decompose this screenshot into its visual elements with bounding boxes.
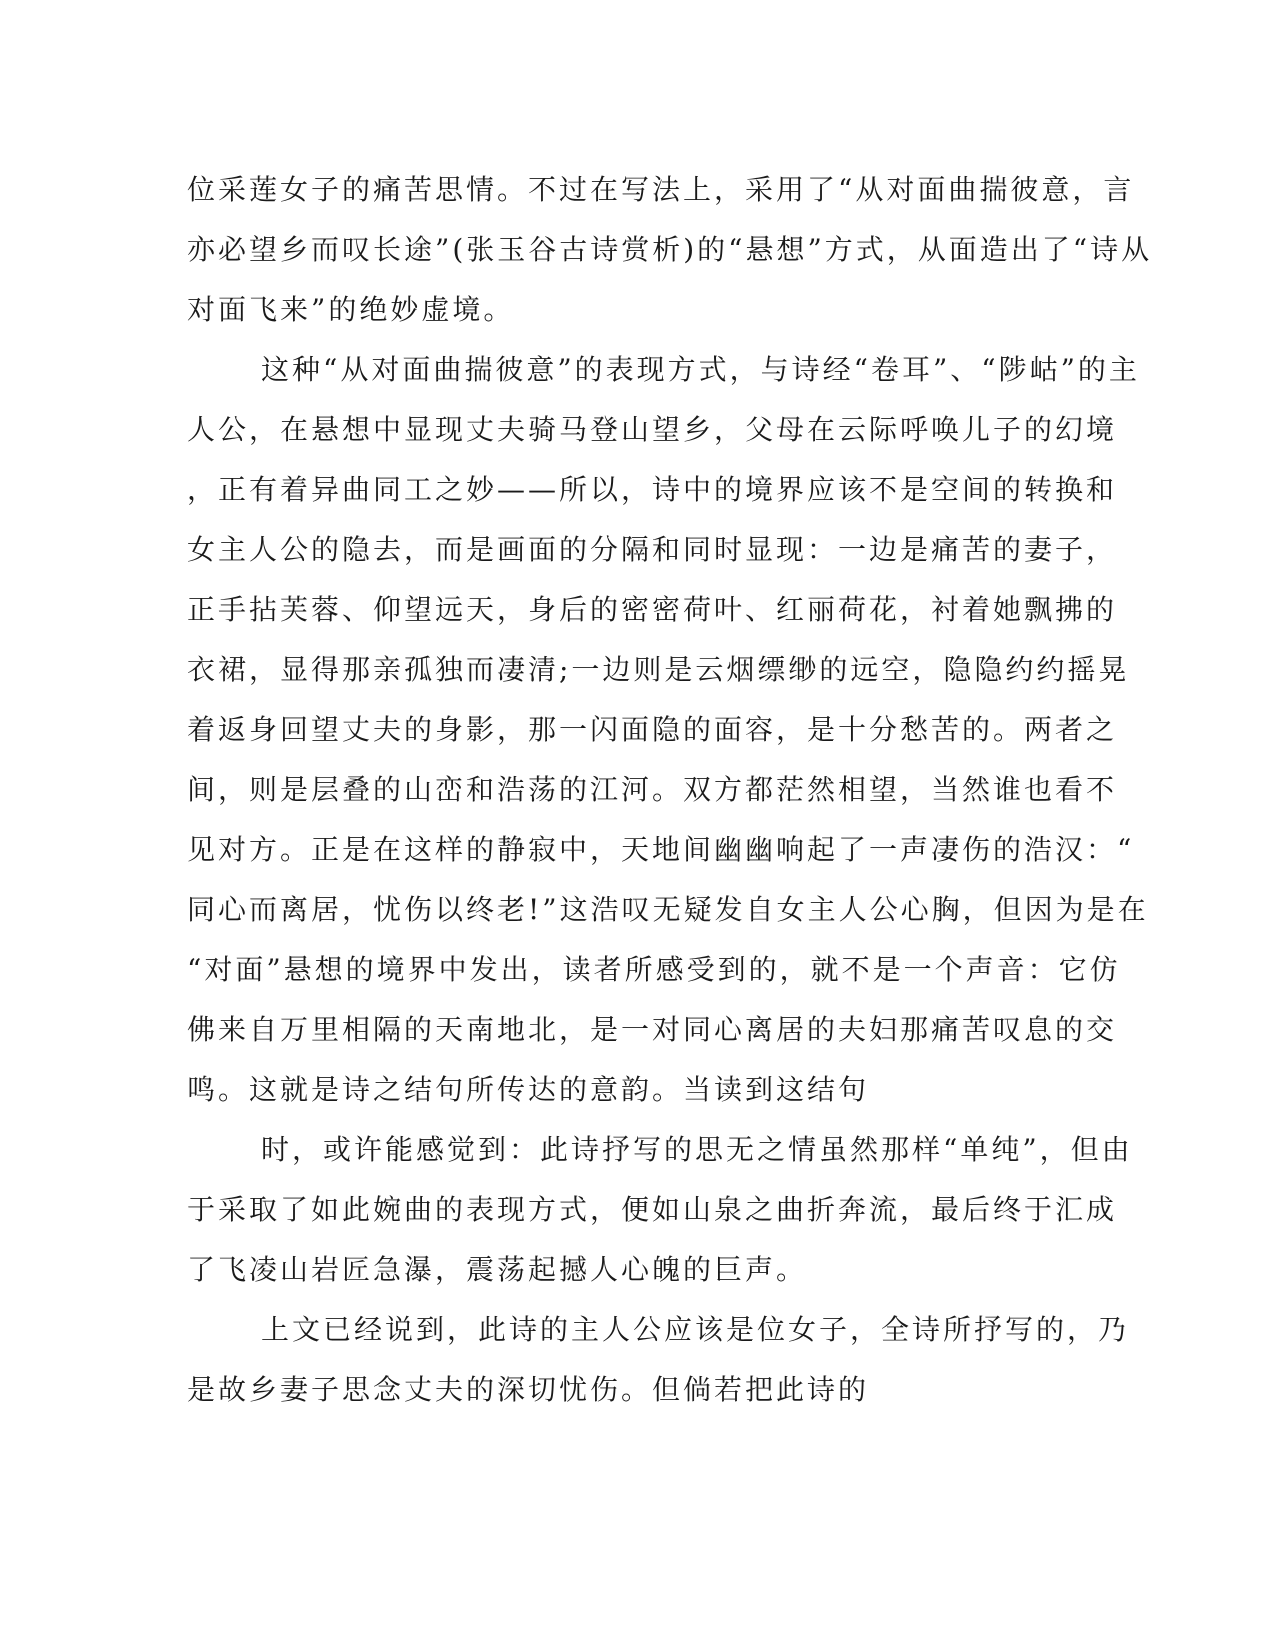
text-line: 上文已经说到，此诗的主人公应该是位女子，全诗所抒写的，乃 (261, 1313, 1130, 1346)
paragraph-3 (187, 1120, 1133, 1300)
text-line: 女主人公的隐去，而是画面的分隔和同时显现：一边是痛苦的妻子， (187, 533, 1118, 566)
text-line: 衣裙，显得那亲孤独而凄清;一边则是云烟缥缈的远空，隐隐约约摇晃 (187, 653, 1130, 686)
text-line: 时，或许能感觉到：此诗抒写的思无之情虽然那样“单纯”，但由 (261, 1133, 1133, 1166)
text-line: 间，则是层叠的山峦和浩荡的江河。双方都茫然相望，当然谁也看不 (187, 773, 1118, 806)
text-line: 这种“从对面曲揣彼意”的表现方式，与诗经“卷耳”、“陟岵”的主 (261, 353, 1140, 386)
text-line: 着返身回望丈夫的身影，那一闪面隐的面容，是十分愁苦的。两者之 (187, 713, 1118, 746)
paragraph-4 (187, 1300, 1130, 1420)
text-line: ，正有着异曲同工之妙——所以，诗中的境界应该不是空间的转换和 (187, 473, 1118, 506)
text-line: 于采取了如此婉曲的表现方式，便如山泉之曲折奔流，最后终于汇成 (187, 1193, 1118, 1226)
paragraph-1 (187, 160, 1153, 340)
text-line: 鸣。这就是诗之结句所传达的意韵。当读到这结句 (187, 1073, 870, 1106)
text-line: “对面”悬想的境界中发出，读者所感受到的，就不是一个声音：它仿 (187, 953, 1121, 986)
text-line: 同心而离居，忧伤以终老!”这浩叹无疑发自女主人公心胸，但因为是在 (187, 893, 1149, 926)
text-line: 了飞凌山岩匠急瀑，震荡起撼人心魄的巨声。 (187, 1253, 808, 1286)
text-line: 见对方。正是在这样的静寂中，天地间幽幽响起了一声凄伤的浩汉：“ (187, 833, 1135, 866)
text-line: 亦必望乡而叹长途”(张玉谷古诗赏析)的“悬想”方式，从面造出了“诗从 (187, 233, 1153, 266)
text-line: 正手拈芙蓉、仰望远天，身后的密密荷叶、红丽荷花，衬着她飘拂的 (187, 593, 1118, 626)
paragraph-2 (187, 340, 1149, 1120)
text-line: 对面飞来”的绝妙虚境。 (187, 293, 515, 326)
text-line: 佛来自万里相隔的天南地北，是一对同心离居的夫妇那痛苦叹息的交 (187, 1013, 1118, 1046)
text-line: 位采莲女子的痛苦思情。不过在写法上，采用了“从对面曲揣彼意，言 (187, 173, 1135, 206)
document-body (187, 160, 1153, 1420)
text-line: 是故乡妻子思念丈夫的深切忧伤。但倘若把此诗的 (187, 1373, 870, 1406)
text-line: 人公，在悬想中显现丈夫骑马登山望乡，父母在云际呼唤儿子的幻境 (187, 413, 1118, 446)
